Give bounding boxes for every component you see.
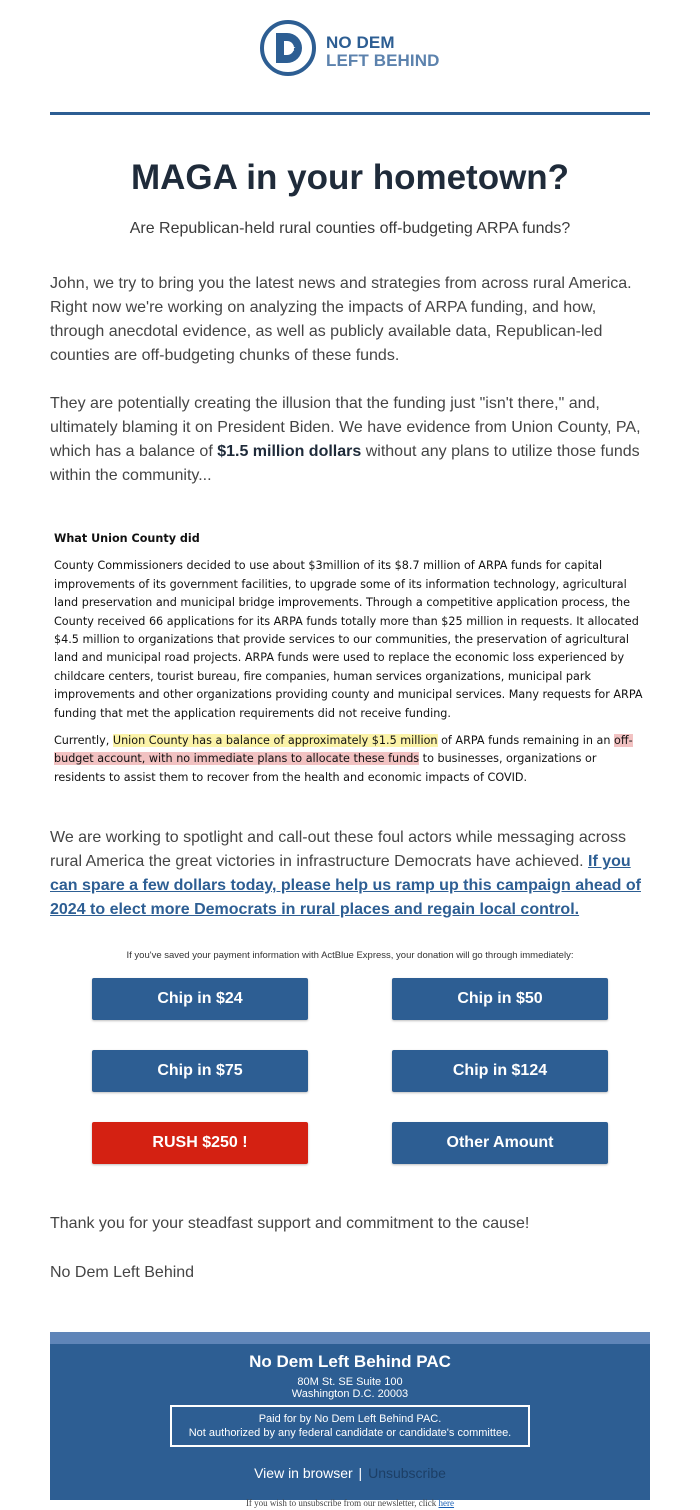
- view-in-browser-link[interactable]: View in browser: [254, 1465, 353, 1481]
- actblue-note: If you've saved your payment information with ActBlue Express, your donation will go through immediately:: [126, 950, 574, 961]
- doc-current-prefix: Currently,: [54, 734, 113, 748]
- doc-title: What Union County did: [54, 532, 200, 545]
- paid-for-line1: Paid for by No Dem Left Behind PAC.: [258, 1413, 442, 1425]
- highlight-balance: Union County has a balance of approximately $1.5 million: [112, 734, 438, 748]
- brand-logo[interactable]: [260, 20, 460, 84]
- footer-band: [50, 1332, 650, 1344]
- footer-links: [50, 1465, 650, 1481]
- signoff: No Dem Left Behind: [50, 1264, 195, 1281]
- footer: [50, 1332, 650, 1500]
- headline: MAGA in your hometown?: [130, 158, 570, 197]
- brand-name: [326, 34, 439, 70]
- unsubscribe-here-link[interactable]: here: [438, 1498, 455, 1508]
- footer-address: [50, 1376, 650, 1400]
- evidence-amount: $1.5 million dollars: [217, 443, 362, 460]
- brand-line1: NO DEM: [326, 33, 395, 52]
- evidence-text-end: without any plans to utilize those funds within the community...: [50, 443, 640, 484]
- rush-250-button[interactable]: RUSH $250 !: [92, 1122, 308, 1164]
- logo-d-icon: [260, 20, 316, 76]
- doc-body: County Commissioners decided to use about $3million of its $8.7 million of ARPA funds for capital improvements of its government facilities, to upgrade some of its information technology, agricultural land preservation and municipal bridge improvements. Through a competitive application process, the County received 66 applications for its ARPA funds totally more than $25 million in requests. It allocated $4.5 million to organizations that provide services to our communities, the preservation of agricultural land and municipal road projects. ARPA funds were used to replace the economic loss experienced by childcare centers, tourist bureau, fire companies, human services organizations, municipal park improvements and other organizations providing county and municipal services. Many requests for ARPA funding that met the application requirements did not receive funding.: [54, 559, 643, 720]
- donate-link[interactable]: If you can spare a few dollars today, please help us ramp up this campaign ahead of 2024 to elect more Democrats in rural places and regain local control.: [50, 853, 641, 918]
- chip-in-124-button[interactable]: Chip in $124: [392, 1050, 608, 1092]
- subhead: Are Republican-held rural counties off-budgeting ARPA funds?: [129, 220, 571, 237]
- document-excerpt: [54, 530, 650, 796]
- evidence-paragraph: [50, 392, 650, 488]
- chip-in-75-button[interactable]: Chip in $75: [92, 1050, 308, 1092]
- footer-address-line1: 80M St. SE Suite 100: [297, 1376, 403, 1388]
- unsubscribe-note-text: If you wish to unsubscribe from our newsletter, click: [245, 1498, 439, 1508]
- footer-address-line2: Washington D.C. 20003: [291, 1388, 409, 1400]
- doc-current: [54, 732, 650, 787]
- chip-in-24-button[interactable]: Chip in $24: [92, 978, 308, 1020]
- doc-current-suffix: to businesses, organizations or residents to assist them to recover from the health and economic impacts of COVID.: [54, 752, 597, 784]
- cta-text: We are working to spotlight and call-out these foul actors while messaging across rural America the great victories in infrastructure Democrats have achieved.: [50, 829, 626, 870]
- doc-current-mid: of ARPA funds remaining in an: [437, 734, 615, 748]
- unsubscribe-link[interactable]: Unsubscribe: [368, 1465, 446, 1481]
- paid-for-box: [170, 1405, 530, 1447]
- header-divider: [50, 112, 650, 115]
- intro-paragraph: John, we try to bring you the latest news and strategies from across rural America. Right now we're working on analyzing the impacts of ARPA funding, and how, through anecdotal evidence, as well as publicly available data, Republican-led counties are off-budgeting chunks of these funds.: [50, 275, 632, 364]
- thanks-text: Thank you for your steadfast support and commitment to the cause!: [50, 1215, 530, 1232]
- paid-for-line2: Not authorized by any federal candidate or candidate's committee.: [188, 1427, 512, 1439]
- evidence-text: They are potentially creating the illusion that the funding just "isn't there," and, ultimately blaming it on President Biden. We have evidence from Union County, PA, which has a balance of: [50, 395, 641, 460]
- cta-paragraph: [50, 826, 650, 922]
- chip-in-50-button[interactable]: Chip in $50: [392, 978, 608, 1020]
- brand-line2: LEFT BEHIND: [326, 51, 440, 70]
- other-amount-button[interactable]: Other Amount: [392, 1122, 608, 1164]
- footer-org: No Dem Left Behind PAC: [249, 1352, 451, 1371]
- star-icon: ★: [288, 43, 297, 53]
- footer-link-separator: |: [358, 1465, 363, 1481]
- highlight-off-budget: off-budget account, with no immediate plans to allocate these funds: [54, 734, 633, 766]
- unsubscribe-note: [50, 1498, 650, 1508]
